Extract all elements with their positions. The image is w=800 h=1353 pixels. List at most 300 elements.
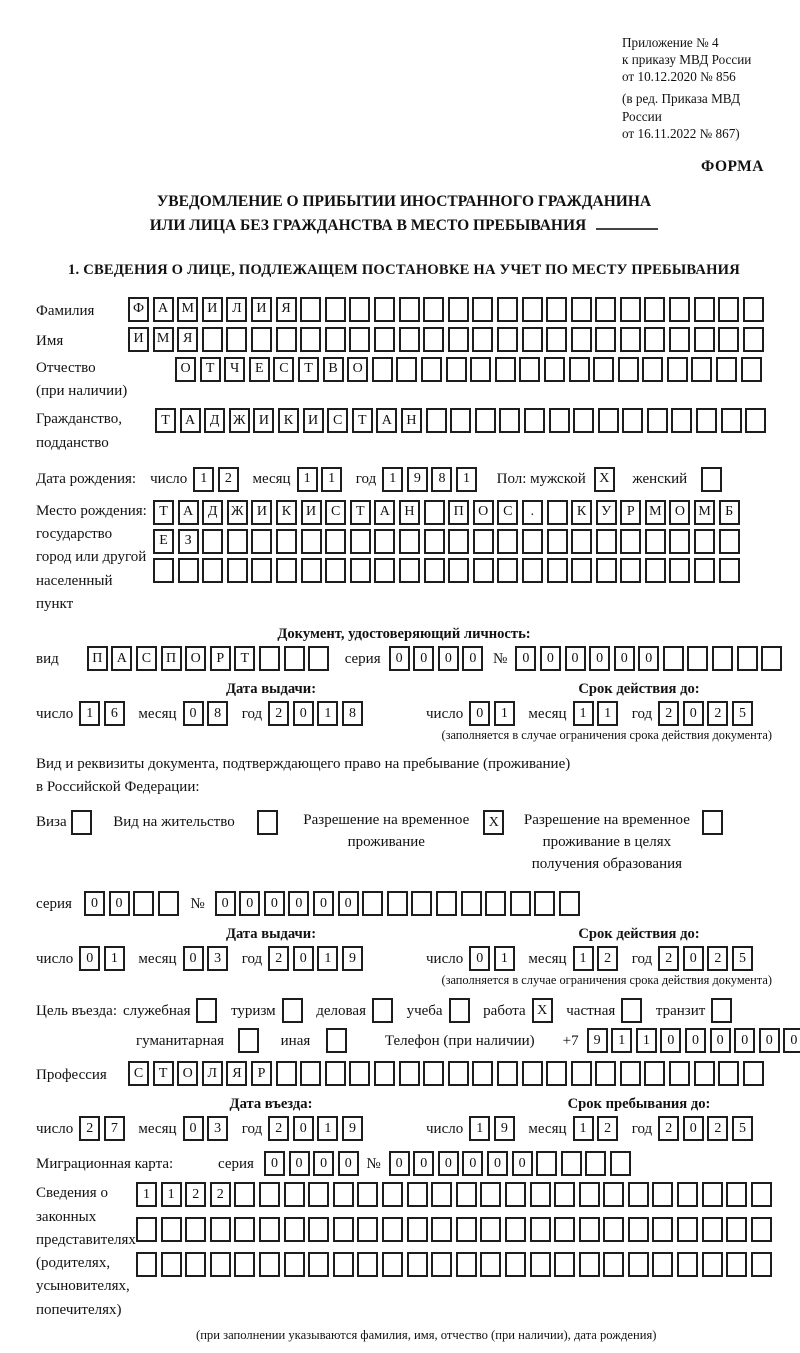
char-cell[interactable] [325,529,346,554]
char-cell[interactable]: 0 [264,891,285,916]
char-cell[interactable] [431,1252,452,1277]
char-cell[interactable] [585,1151,606,1176]
char-cell[interactable]: 3 [207,946,228,971]
char-cell[interactable]: 2 [658,1116,679,1141]
char-cell[interactable] [652,1217,673,1242]
char-cell[interactable] [276,1061,297,1086]
char-cell[interactable]: Е [249,357,270,382]
char-cell[interactable]: 9 [587,1028,608,1053]
char-cell[interactable]: Т [155,408,176,433]
char-cell[interactable]: 0 [389,646,410,671]
char-cell[interactable] [374,529,395,554]
char-cell[interactable]: Р [620,500,641,525]
char-cell[interactable] [350,529,371,554]
char-cell[interactable] [505,1252,526,1277]
char-cell[interactable]: И [303,408,324,433]
char-cell[interactable] [579,1182,600,1207]
char-cell[interactable] [136,1252,157,1277]
char-cell[interactable]: 0 [462,646,483,671]
char-cell[interactable] [716,357,737,382]
purpose-study-checkbox[interactable] [449,998,470,1023]
char-cell[interactable] [497,558,518,583]
char-cell[interactable]: 0 [589,646,610,671]
char-cell[interactable] [669,297,690,322]
char-cell[interactable] [620,327,641,352]
char-cell[interactable] [448,297,469,322]
char-cell[interactable] [647,408,668,433]
char-cell[interactable]: 0 [109,891,130,916]
char-cell[interactable] [669,327,690,352]
char-cell[interactable] [546,327,567,352]
char-cell[interactable] [485,891,506,916]
char-cell[interactable] [620,529,641,554]
purpose-business-checkbox[interactable] [372,998,393,1023]
char-cell[interactable] [325,558,346,583]
char-cell[interactable]: 2 [658,946,679,971]
char-cell[interactable] [530,1182,551,1207]
char-cell[interactable] [382,1217,403,1242]
char-cell[interactable]: 9 [407,467,428,492]
char-cell[interactable] [559,891,580,916]
purpose-official-checkbox[interactable] [196,998,217,1023]
char-cell[interactable] [461,891,482,916]
char-cell[interactable] [333,1182,354,1207]
char-cell[interactable] [726,1252,747,1277]
char-cell[interactable] [423,297,444,322]
char-cell[interactable]: 9 [342,946,363,971]
char-cell[interactable] [718,327,739,352]
char-cell[interactable] [399,297,420,322]
char-cell[interactable]: 2 [268,701,289,726]
purpose-other-checkbox[interactable] [326,1028,347,1053]
char-cell[interactable] [702,1252,723,1277]
char-cell[interactable]: 1 [573,701,594,726]
char-cell[interactable] [620,1061,641,1086]
char-cell[interactable] [374,327,395,352]
char-cell[interactable]: 1 [321,467,342,492]
char-cell[interactable] [743,327,764,352]
char-cell[interactable]: 0 [293,701,314,726]
char-cell[interactable] [505,1217,526,1242]
char-cell[interactable]: 0 [734,1028,755,1053]
char-cell[interactable] [136,1217,157,1242]
char-cell[interactable] [669,558,690,583]
char-cell[interactable]: О [177,1061,198,1086]
char-cell[interactable]: 2 [597,1116,618,1141]
char-cell[interactable] [544,357,565,382]
char-cell[interactable] [719,558,740,583]
char-cell[interactable] [185,1217,206,1242]
char-cell[interactable] [333,1252,354,1277]
char-cell[interactable] [718,297,739,322]
char-cell[interactable] [473,529,494,554]
char-cell[interactable] [554,1182,575,1207]
char-cell[interactable] [259,1252,280,1277]
char-cell[interactable]: 1 [317,1116,338,1141]
char-cell[interactable]: 7 [104,1116,125,1141]
char-cell[interactable]: К [276,500,297,525]
char-cell[interactable]: У [596,500,617,525]
char-cell[interactable] [598,408,619,433]
char-cell[interactable]: О [473,500,494,525]
char-cell[interactable]: Ф [128,297,149,322]
char-cell[interactable]: 8 [431,467,452,492]
char-cell[interactable]: 2 [185,1182,206,1207]
char-cell[interactable] [308,646,329,671]
char-cell[interactable]: 0 [638,646,659,671]
char-cell[interactable] [178,558,199,583]
char-cell[interactable]: 5 [732,1116,753,1141]
purpose-humanitarian-checkbox[interactable] [238,1028,259,1053]
char-cell[interactable]: 0 [183,946,204,971]
char-cell[interactable]: 1 [104,946,125,971]
char-cell[interactable] [671,408,692,433]
char-cell[interactable] [652,1182,673,1207]
char-cell[interactable] [396,357,417,382]
char-cell[interactable] [382,1252,403,1277]
char-cell[interactable] [546,1061,567,1086]
char-cell[interactable]: Т [200,357,221,382]
char-cell[interactable] [448,529,469,554]
char-cell[interactable]: Т [350,500,371,525]
char-cell[interactable] [301,529,322,554]
char-cell[interactable]: 2 [707,1116,728,1141]
char-cell[interactable] [718,1061,739,1086]
char-cell[interactable] [374,297,395,322]
residence-permit-checkbox[interactable] [257,810,278,835]
char-cell[interactable] [702,1217,723,1242]
sex-female-checkbox[interactable] [701,467,722,492]
char-cell[interactable]: М [177,297,198,322]
char-cell[interactable] [547,558,568,583]
char-cell[interactable] [374,1061,395,1086]
char-cell[interactable]: 1 [636,1028,657,1053]
char-cell[interactable]: С [327,408,348,433]
char-cell[interactable]: М [694,500,715,525]
char-cell[interactable] [571,327,592,352]
char-cell[interactable] [618,357,639,382]
char-cell[interactable]: 0 [683,946,704,971]
char-cell[interactable] [284,1252,305,1277]
char-cell[interactable]: И [128,327,149,352]
char-cell[interactable] [424,558,445,583]
char-cell[interactable] [473,558,494,583]
char-cell[interactable] [645,558,666,583]
char-cell[interactable] [721,408,742,433]
char-cell[interactable]: 1 [382,467,403,492]
char-cell[interactable] [595,1061,616,1086]
temp-permit-checkbox[interactable]: X [483,810,504,835]
char-cell[interactable] [226,327,247,352]
char-cell[interactable] [726,1182,747,1207]
char-cell[interactable] [227,558,248,583]
char-cell[interactable]: 9 [342,1116,363,1141]
char-cell[interactable] [751,1182,772,1207]
char-cell[interactable]: И [253,408,274,433]
char-cell[interactable] [596,529,617,554]
char-cell[interactable]: Т [153,500,174,525]
char-cell[interactable] [628,1182,649,1207]
char-cell[interactable]: Р [251,1061,272,1086]
char-cell[interactable] [259,1217,280,1242]
char-cell[interactable]: С [497,500,518,525]
char-cell[interactable] [522,1061,543,1086]
char-cell[interactable]: 9 [494,1116,515,1141]
char-cell[interactable] [677,1182,698,1207]
char-cell[interactable]: Ж [227,500,248,525]
char-cell[interactable]: 1 [317,701,338,726]
char-cell[interactable]: 0 [614,646,635,671]
char-cell[interactable] [158,891,179,916]
char-cell[interactable]: 1 [456,467,477,492]
char-cell[interactable] [456,1217,477,1242]
char-cell[interactable] [480,1217,501,1242]
char-cell[interactable]: 0 [338,1151,359,1176]
char-cell[interactable] [571,558,592,583]
char-cell[interactable]: Ч [224,357,245,382]
char-cell[interactable] [497,327,518,352]
char-cell[interactable] [251,558,272,583]
char-cell[interactable]: 0 [783,1028,800,1053]
char-cell[interactable]: 5 [732,946,753,971]
char-cell[interactable] [372,357,393,382]
char-cell[interactable] [251,529,272,554]
char-cell[interactable]: . [522,500,543,525]
char-cell[interactable] [362,891,383,916]
char-cell[interactable] [421,357,442,382]
char-cell[interactable] [308,1252,329,1277]
char-cell[interactable]: 0 [438,646,459,671]
char-cell[interactable]: 3 [207,1116,228,1141]
char-cell[interactable] [579,1217,600,1242]
char-cell[interactable]: 0 [239,891,260,916]
char-cell[interactable]: 5 [732,701,753,726]
char-cell[interactable] [694,558,715,583]
char-cell[interactable]: А [180,408,201,433]
char-cell[interactable] [554,1217,575,1242]
char-cell[interactable] [547,500,568,525]
char-cell[interactable] [382,1182,403,1207]
char-cell[interactable] [595,327,616,352]
char-cell[interactable] [610,1151,631,1176]
char-cell[interactable]: 2 [707,946,728,971]
char-cell[interactable] [424,500,445,525]
char-cell[interactable] [349,327,370,352]
char-cell[interactable]: З [178,529,199,554]
char-cell[interactable] [470,357,491,382]
char-cell[interactable]: А [376,408,397,433]
char-cell[interactable]: 1 [469,1116,490,1141]
char-cell[interactable] [571,529,592,554]
char-cell[interactable] [161,1217,182,1242]
char-cell[interactable] [399,529,420,554]
char-cell[interactable]: А [178,500,199,525]
char-cell[interactable]: 0 [683,701,704,726]
char-cell[interactable] [308,1217,329,1242]
char-cell[interactable] [642,357,663,382]
sex-male-checkbox[interactable]: X [594,467,615,492]
char-cell[interactable] [677,1217,698,1242]
char-cell[interactable] [446,357,467,382]
char-cell[interactable]: 2 [707,701,728,726]
char-cell[interactable]: 0 [487,1151,508,1176]
char-cell[interactable]: И [251,500,272,525]
char-cell[interactable]: П [87,646,108,671]
char-cell[interactable] [694,297,715,322]
char-cell[interactable]: 0 [288,891,309,916]
char-cell[interactable]: 1 [597,701,618,726]
char-cell[interactable] [349,1061,370,1086]
char-cell[interactable]: Д [204,408,225,433]
char-cell[interactable] [426,408,447,433]
char-cell[interactable] [153,558,174,583]
char-cell[interactable] [530,1217,551,1242]
char-cell[interactable] [202,327,223,352]
edu-permit-checkbox[interactable] [702,810,723,835]
char-cell[interactable]: 1 [611,1028,632,1053]
char-cell[interactable]: 0 [683,1116,704,1141]
char-cell[interactable]: В [323,357,344,382]
char-cell[interactable]: 0 [512,1151,533,1176]
purpose-tourism-checkbox[interactable] [282,998,303,1023]
char-cell[interactable]: 2 [658,701,679,726]
char-cell[interactable]: И [202,297,223,322]
char-cell[interactable]: Ж [229,408,250,433]
char-cell[interactable] [712,646,733,671]
char-cell[interactable]: О [185,646,206,671]
char-cell[interactable] [571,1061,592,1086]
char-cell[interactable]: 0 [710,1028,731,1053]
char-cell[interactable] [667,357,688,382]
char-cell[interactable] [472,1061,493,1086]
char-cell[interactable]: Д [202,500,223,525]
char-cell[interactable] [510,891,531,916]
char-cell[interactable] [411,891,432,916]
char-cell[interactable]: Р [210,646,231,671]
char-cell[interactable]: 0 [469,701,490,726]
char-cell[interactable] [677,1252,698,1277]
char-cell[interactable] [652,1252,673,1277]
char-cell[interactable]: 2 [268,1116,289,1141]
char-cell[interactable]: 1 [494,946,515,971]
char-cell[interactable]: 1 [573,946,594,971]
char-cell[interactable] [161,1252,182,1277]
char-cell[interactable]: Я [276,297,297,322]
char-cell[interactable]: 1 [297,467,318,492]
char-cell[interactable] [694,529,715,554]
char-cell[interactable]: 2 [210,1182,231,1207]
char-cell[interactable] [579,1252,600,1277]
char-cell[interactable] [276,558,297,583]
char-cell[interactable] [751,1252,772,1277]
char-cell[interactable] [546,297,567,322]
char-cell[interactable] [424,529,445,554]
char-cell[interactable]: 1 [494,701,515,726]
char-cell[interactable] [694,1061,715,1086]
char-cell[interactable] [374,558,395,583]
char-cell[interactable] [423,1061,444,1086]
char-cell[interactable] [185,1252,206,1277]
char-cell[interactable] [519,357,540,382]
char-cell[interactable]: С [136,646,157,671]
char-cell[interactable]: К [571,500,592,525]
char-cell[interactable] [593,357,614,382]
purpose-transit-checkbox[interactable] [711,998,732,1023]
char-cell[interactable] [308,1182,329,1207]
char-cell[interactable] [497,529,518,554]
char-cell[interactable]: И [301,500,322,525]
char-cell[interactable] [284,1182,305,1207]
char-cell[interactable] [497,1061,518,1086]
char-cell[interactable]: 0 [313,891,334,916]
char-cell[interactable] [423,327,444,352]
char-cell[interactable] [407,1252,428,1277]
char-cell[interactable]: К [278,408,299,433]
char-cell[interactable]: 8 [207,701,228,726]
char-cell[interactable] [741,357,762,382]
char-cell[interactable] [325,327,346,352]
char-cell[interactable] [259,646,280,671]
visa-checkbox[interactable] [71,810,92,835]
char-cell[interactable] [276,327,297,352]
char-cell[interactable] [448,1061,469,1086]
char-cell[interactable]: 0 [293,1116,314,1141]
char-cell[interactable] [530,1252,551,1277]
char-cell[interactable] [719,529,740,554]
char-cell[interactable] [726,1217,747,1242]
char-cell[interactable]: Я [177,327,198,352]
char-cell[interactable] [357,1182,378,1207]
char-cell[interactable] [450,408,471,433]
char-cell[interactable] [663,646,684,671]
char-cell[interactable]: 2 [79,1116,100,1141]
char-cell[interactable]: С [128,1061,149,1086]
char-cell[interactable] [644,1061,665,1086]
char-cell[interactable] [202,558,223,583]
char-cell[interactable]: Т [153,1061,174,1086]
char-cell[interactable] [495,357,516,382]
char-cell[interactable] [622,408,643,433]
char-cell[interactable] [407,1217,428,1242]
char-cell[interactable] [276,529,297,554]
char-cell[interactable]: Е [153,529,174,554]
char-cell[interactable] [325,1061,346,1086]
char-cell[interactable] [472,297,493,322]
char-cell[interactable] [751,1217,772,1242]
char-cell[interactable] [431,1182,452,1207]
purpose-private-checkbox[interactable] [621,998,642,1023]
char-cell[interactable] [547,529,568,554]
char-cell[interactable]: 0 [462,1151,483,1176]
char-cell[interactable] [669,1061,690,1086]
purpose-work-checkbox[interactable]: X [532,998,553,1023]
char-cell[interactable]: 2 [597,946,618,971]
char-cell[interactable] [284,1217,305,1242]
char-cell[interactable]: 0 [183,701,204,726]
char-cell[interactable]: Т [352,408,373,433]
char-cell[interactable] [234,1252,255,1277]
char-cell[interactable] [475,408,496,433]
char-cell[interactable]: А [374,500,395,525]
char-cell[interactable]: С [273,357,294,382]
char-cell[interactable] [522,297,543,322]
char-cell[interactable] [259,1182,280,1207]
char-cell[interactable]: М [645,500,666,525]
char-cell[interactable]: 0 [515,646,536,671]
char-cell[interactable]: А [153,297,174,322]
char-cell[interactable] [522,558,543,583]
char-cell[interactable] [573,408,594,433]
